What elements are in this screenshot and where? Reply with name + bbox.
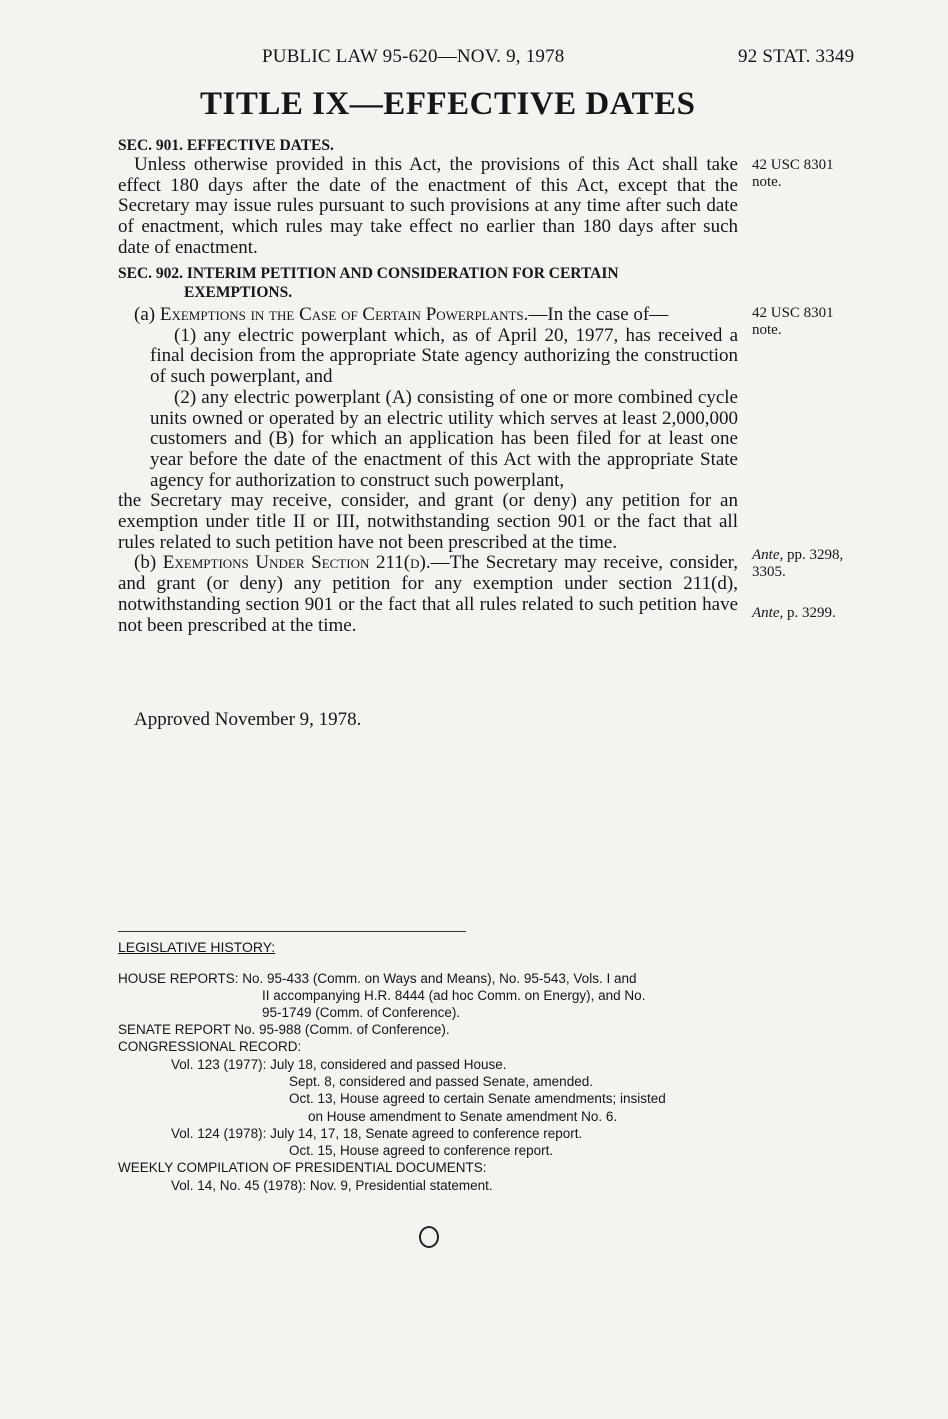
subsection-a-caption: Exemptions in the Case of Certain Powerplants. [159, 304, 529, 325]
divider-rule [118, 931, 466, 932]
paragraph-2: (2) any electric powerplant (A) consisting of one or more combined cycle units owned or operated by an electric utility which serves at least 2,000,000 customers and (B) for which an application has been filed for at least one year before the date of the enactment of this Act with the appropriate State agency for authorization to construct such powerplant, [150, 386, 738, 491]
running-header-law: PUBLIC LAW 95-620—NOV. 9, 1978 [262, 46, 565, 67]
margin-note-usc-1-note: note. [752, 174, 782, 190]
margin-note-ante-1-ante: Ante, [752, 547, 784, 563]
leg-line-oct-15: Oct. 15, House agreed to conference report. [289, 1143, 554, 1158]
subsection-b-text: —The Secretary may receive, consider, and grant (or deny) any petition for any exemption under section 211(d), notwithstanding section 901 or the fact that all rules related to such petition have not been prescribed at the time. [118, 552, 738, 636]
leg-line-senate-report: SENATE REPORT No. 95-988 (Comm. of Conference). [118, 1022, 450, 1037]
sec-901-heading: SEC. 901. EFFECTIVE DATES. [118, 137, 334, 154]
title-heading: TITLE IX—EFFECTIVE DATES [200, 86, 696, 122]
margin-note-usc-1-cite: 42 USC 8301 [752, 157, 834, 173]
subsection-b-label: (b) [134, 552, 157, 574]
margin-note-usc-1 [752, 157, 892, 191]
sec-902-heading-line1: SEC. 902. INTERIM PETITION AND CONSIDERATION FOR CERTAIN [118, 265, 619, 282]
leg-line-oct-13: Oct. 13, House agreed to certain Senate amendments; insisted [289, 1091, 666, 1106]
margin-note-ante-1-line2: 3305. [752, 564, 786, 580]
leg-line-vol-123: Vol. 123 (1977): July 18, considered and passed House. [171, 1057, 507, 1072]
subsection-a-conclusion: the Secretary may receive, consider, and grant (or deny) any petition for an exemption under title II or III, notwithstanding section 901 or the fact that all rules related to such petition have not been prescribed at the time. [118, 490, 738, 553]
legislative-history-block [118, 970, 758, 1210]
margin-note-usc-2-cite: 42 USC 8301 [752, 305, 834, 321]
margin-note-usc-2 [752, 305, 892, 339]
legislative-history-heading: LEGISLATIVE HISTORY: [118, 939, 276, 955]
sec-901-body [118, 155, 738, 259]
leg-line-vol-14: Vol. 14, No. 45 (1978): Nov. 9, Presidential statement. [171, 1178, 493, 1193]
leg-line-congressional-record: CONGRESSIONAL RECORD: [118, 1039, 302, 1054]
paragraph-1: (1) any electric powerplant which, as of April 20, 1977, has received a final decision from the appropriate State agency authorizing the construction of such powerplant, and [150, 324, 738, 388]
leg-line-weekly-compilation: WEEKLY COMPILATION OF PRESIDENTIAL DOCUMENTS: [118, 1160, 487, 1175]
leg-line-vol-124: Vol. 124 (1978): July 14, 17, 18, Senate agreed to conference report. [171, 1126, 583, 1141]
margin-note-ante-2-ante: Ante, [752, 605, 784, 621]
margin-note-ante-1 [752, 547, 892, 581]
end-of-document-circle-icon [419, 1226, 439, 1248]
leg-line-house-reports: HOUSE REPORTS: No. 95-433 (Comm. on Ways and Means), No. 95-543, Vols. I and [118, 971, 637, 986]
leg-line-house-reports-cont2: 95-1749 (Comm. of Conference). [262, 1005, 461, 1020]
margin-note-usc-2-note: note. [752, 322, 782, 338]
running-header-stat: 92 STAT. 3349 [738, 46, 855, 67]
margin-note-ante-2 [752, 605, 892, 622]
leg-line-oct-13-cont: on House amendment to Senate amendment No. 6. [308, 1109, 618, 1124]
subsection-b [118, 553, 738, 636]
leg-line-house-reports-cont1: II accompanying H.R. 8444 (ad hoc Comm. on Energy), and No. [262, 988, 646, 1003]
sec-901-text: Unless otherwise provided in this Act, the provisions of this Act shall take effect 180 days after the date of the enactment of this Act, except that the Secretary may issue rules pursuant to such provisions at any time after such date of enactment, which rules may take effect no earlier than 180 days after such date of enactment. [118, 154, 738, 258]
margin-note-ante-1-pages: pp. 3298, [783, 547, 844, 563]
subsection-b-caption: Exemptions Under Section 211(d). [162, 552, 431, 574]
sec-902-heading [118, 264, 740, 302]
approval-date: Approved November 9, 1978. [134, 709, 362, 730]
margin-note-ante-2-page: p. 3299. [783, 605, 836, 621]
leg-line-sept-8: Sept. 8, considered and passed Senate, amended. [289, 1074, 593, 1089]
sec-902-body [118, 305, 738, 636]
subsection-a-lead: —In the case of— [528, 304, 669, 325]
subsection-a-intro [118, 305, 738, 326]
subsection-a-label: (a) [134, 304, 156, 325]
sec-902-heading-line2: EXEMPTIONS. [184, 284, 293, 301]
